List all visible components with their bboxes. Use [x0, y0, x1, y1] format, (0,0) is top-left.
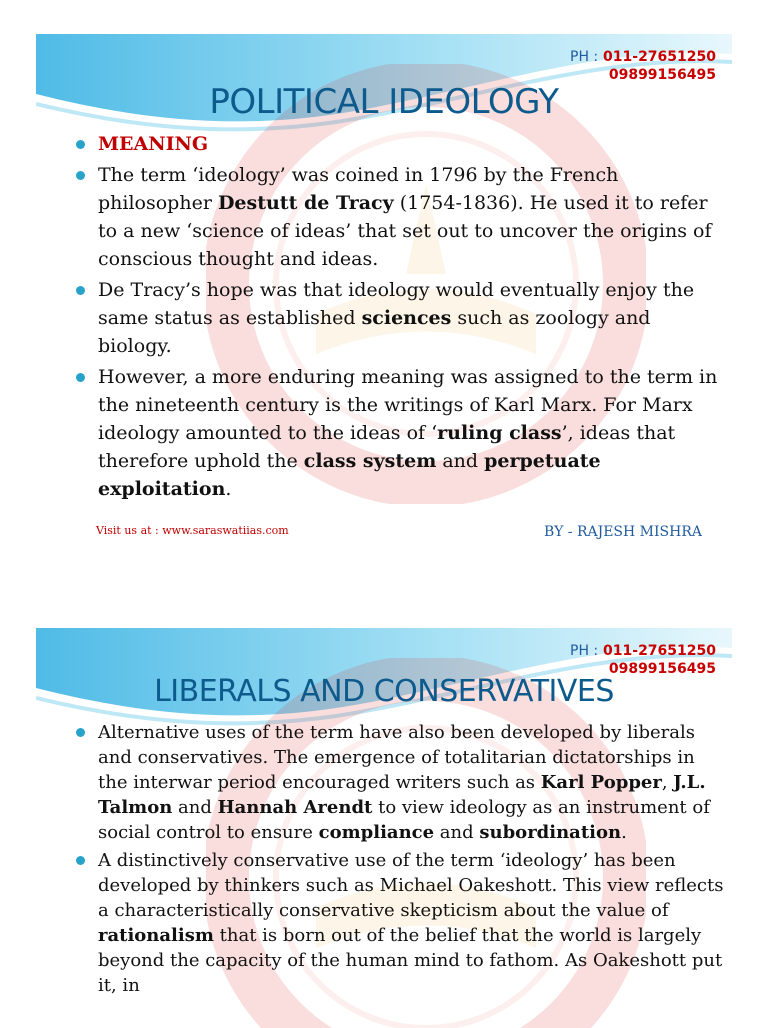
- text-run: However, a more enduring meaning was assigned to the term in the nineteenth century is the writings of Karl Marx. For Marx ideology amounted to the ideas of ‘: [98, 366, 718, 444]
- bullet-meaning: [76, 130, 726, 158]
- bullet-dot-icon: [76, 140, 85, 149]
- meaning-heading: MEANING: [98, 133, 209, 155]
- phone-number-1: 011-27651250: [603, 643, 716, 659]
- bullet-de-tracy-hope: [76, 276, 726, 360]
- phone-number-2: 09899156495: [608, 661, 716, 677]
- bullet-coinage: [76, 161, 726, 273]
- author-footer: BY - RAJESH MISHRA: [544, 524, 702, 540]
- text-run: A distinctively conservative use of the term ‘ideology’ has been developed by thinkers such as Michael Oakeshott. This view reflects a characteristically conservative skepticism about the value of: [98, 850, 724, 921]
- text-run: The term ‘ideology’ was coined in 1796 by the French philosopher: [98, 164, 619, 214]
- bullet-list: [76, 720, 726, 1001]
- slide-liberals-conservatives: [36, 628, 732, 1028]
- bold-term: perpetuate exploitation: [98, 450, 601, 500]
- bold-term: compliance: [318, 822, 435, 843]
- text-run: and: [434, 822, 480, 843]
- bullet-marx-meaning: [76, 363, 726, 503]
- bullet-dot-icon: [76, 373, 85, 382]
- bold-term: subordination: [479, 822, 622, 843]
- bullet-dot-icon: [76, 728, 85, 737]
- bold-term: ruling class: [437, 422, 562, 444]
- bullet-list: [76, 130, 726, 506]
- bold-term: Destutt de Tracy: [217, 192, 394, 214]
- website-footer: Visit us at : www.saraswatiias.com: [96, 524, 289, 537]
- text-run: that is born out of the belief that the world is largely beyond the capacity of the human mind to fathom. As Oakeshott put it, in: [98, 925, 723, 996]
- bold-term: rationalism: [98, 925, 214, 946]
- text-run: .: [621, 822, 627, 843]
- bullet-dot-icon: [76, 286, 85, 295]
- text-run: De Tracy’s hope was that ideology would eventually enjoy the same status as established: [98, 279, 695, 329]
- text-run: (1754-1836). He used it to refer to a new ‘science of ideas’ that set out to uncover the origins of conscious thought and ideas.: [98, 192, 712, 270]
- bold-term: class system: [303, 450, 437, 472]
- bullet-alternative-uses: [76, 720, 726, 845]
- text-run: to view ideology as an instrument of social control to ensure: [98, 797, 710, 843]
- text-run: and: [172, 797, 218, 818]
- bold-term: sciences: [361, 307, 452, 329]
- text-run: Alternative uses of the term have also been developed by liberals and conservatives. The emergence of totalitarian dictatorships in the interwar period encouraged writers such as: [98, 722, 695, 793]
- phone-label: PH :: [570, 49, 599, 65]
- phone-label: PH :: [570, 643, 599, 659]
- text-run: ’, ideas that therefore uphold the: [98, 422, 676, 472]
- text-run: and: [436, 450, 485, 472]
- contact-phone-block: [570, 642, 716, 678]
- text-run: ,: [661, 772, 674, 793]
- bold-term: J.L. Talmon: [98, 772, 706, 818]
- contact-phone-block: [570, 48, 716, 84]
- bullet-dot-icon: [76, 171, 85, 180]
- bullet-dot-icon: [76, 856, 85, 865]
- slide-title: POLITICAL IDEOLOGY: [209, 82, 559, 122]
- phone-number-2: 09899156495: [608, 67, 716, 83]
- text-run: such as zoology and biology.: [98, 307, 651, 357]
- slide-title: LIBERALS AND CONSERVATIVES: [154, 674, 614, 709]
- slide-political-ideology: [36, 34, 732, 556]
- phone-number-1: 011-27651250: [603, 49, 716, 65]
- text-run: .: [225, 478, 232, 500]
- bullet-conservative-use: [76, 848, 726, 998]
- bold-term: Hannah Arendt: [217, 797, 373, 818]
- bold-term: Karl Popper: [540, 772, 662, 793]
